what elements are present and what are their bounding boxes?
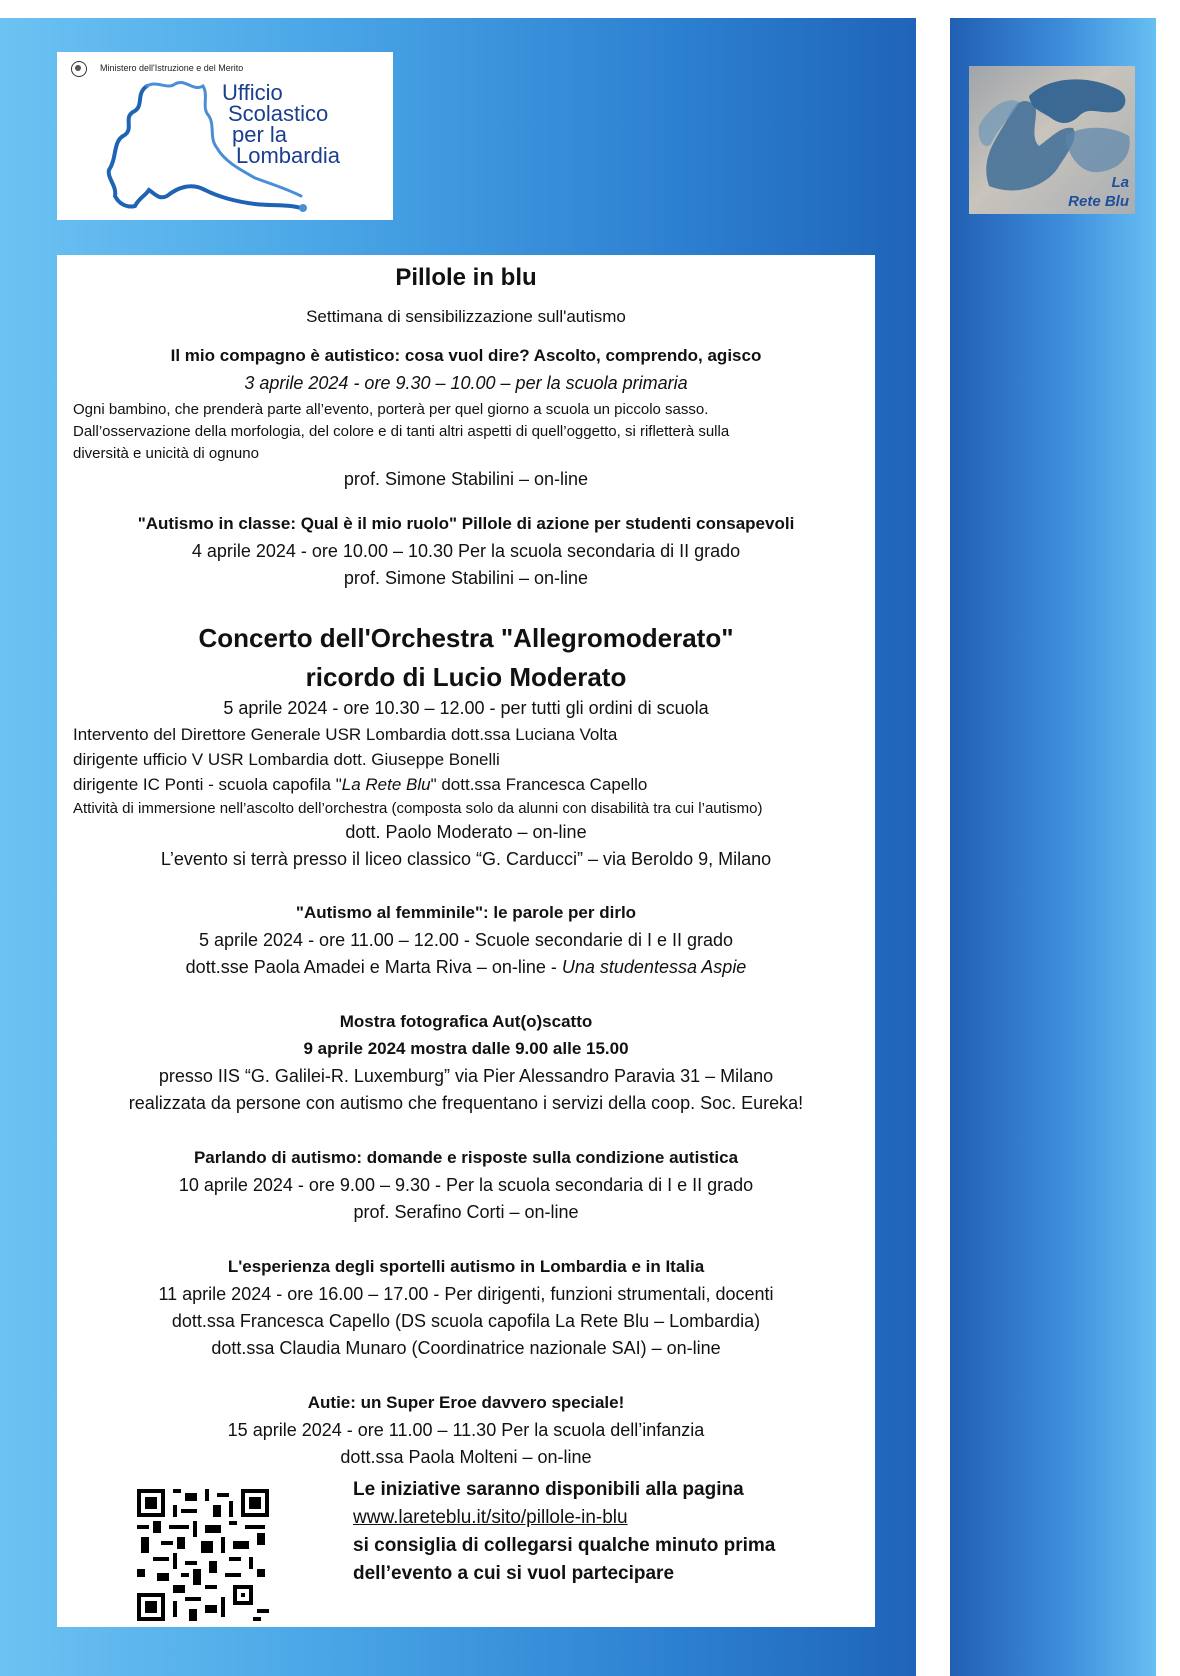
side-background-panel	[950, 18, 1156, 1676]
event-note: realizzata da persone con autismo che frequentano i servizi della coop. Soc. Eureka!	[128, 1093, 804, 1113]
event-speaker: dott.ssa Francesca Capello (DS scuola capofila La Rete Blu – Lombardia)	[171, 1311, 761, 1331]
event-speaker: dott.ssa Paola Molteni – on-line	[340, 1447, 592, 1467]
event-description-line: diversità e unicità di ognuno	[73, 445, 259, 462]
event-program-card	[57, 255, 875, 1627]
event-speaker: dott. Paolo Moderato – on-line	[345, 822, 587, 842]
footer-info-text: Le iniziative saranno disponibili alla pagina	[353, 1479, 744, 1500]
footer-info-text: si consiglia di collegarsi qualche minuto prima	[353, 1535, 776, 1556]
event-venue: presso IIS “G. Galilei-R. Luxemburg” via Pier Alessandro Paravia 31 – Milano	[158, 1066, 774, 1086]
event-date: 3 aprile 2024 - ore 9.30 – 10.00 – per la scuola primaria	[244, 373, 688, 393]
rete-blu-italic: La Rete Blu	[341, 775, 431, 794]
concert-detail-line	[73, 775, 647, 795]
concert-detail-line: Intervento del Direttore Generale USR Lombardia dott.ssa Luciana Volta	[73, 725, 618, 744]
event-title: L'esperienza degli sportelli autismo in Lombardia e in Italia	[227, 1257, 705, 1276]
pillole-in-blu-link[interactable]: www.lareteblu.it/sito/pillole-in-blu	[353, 1507, 628, 1528]
rete-blu-label	[1068, 173, 1129, 211]
page-subtitle: Settimana di sensibilizzazione sull'autismo	[306, 307, 626, 326]
event-speaker: prof. Simone Stabilini – on-line	[343, 568, 589, 588]
event-speaker: prof. Simone Stabilini – on-line	[343, 469, 589, 489]
event-description-line: Dall’osservazione della morfologia, del colore e di tanti altri aspetti di quell’oggetto, si rifletterà sulla	[73, 423, 730, 440]
event-date: 11 aprile 2024 - ore 16.00 – 17.00 - Per dirigenti, funzioni strumentali, docenti	[158, 1284, 774, 1304]
speaker-text: dott.sse Paola Amadei e Marta Riva – on-line -	[185, 957, 562, 977]
concert-title: Concerto dell'Orchestra "Allegromoderato"	[198, 623, 734, 653]
logo-title-line: Ufficio	[222, 80, 283, 105]
event-date: 9 aprile 2024 mostra dalle 9.00 alle 15.00	[303, 1039, 629, 1058]
event-venue: L’evento si terrà presso il liceo classico “G. Carducci” – via Beroldo 9, Milano	[160, 849, 772, 869]
concert-detail-text: dirigente IC Ponti - scuola capofila "	[73, 775, 342, 794]
logo-title	[222, 82, 340, 166]
event-title: Autie: un Super Eroe davvero speciale!	[307, 1393, 625, 1412]
event-date: 5 aprile 2024 - ore 10.30 – 12.00 - per tutti gli ordini di scuola	[223, 698, 709, 718]
photo-label-line: La	[1111, 174, 1129, 191]
event-title: "Autismo in classe: Qual è il mio ruolo" Pillole di azione per studenti consapevoli	[137, 514, 795, 533]
event-date: 5 aprile 2024 - ore 11.00 – 12.00 - Scuole secondarie di I e II grado	[198, 930, 733, 950]
concert-detail-line: dirigente ufficio V USR Lombardia dott. Giuseppe Bonelli	[73, 750, 500, 769]
event-description-line: Ogni bambino, che prenderà parte all’evento, porterà per quel giorno a scuola un piccolo sasso.	[73, 401, 709, 418]
footer-info-text: dell’evento a cui si vuol partecipare	[353, 1563, 675, 1584]
concert-subtitle: ricordo di Lucio Moderato	[305, 662, 627, 692]
event-date: 15 aprile 2024 - ore 11.00 – 11.30 Per la scuola dell’infanzia	[227, 1420, 705, 1440]
event-speaker: dott.ssa Claudia Munaro (Coordinatrice nazionale SAI) – on-line	[211, 1338, 721, 1358]
painted-hands-photo	[969, 66, 1135, 214]
concert-detail-text: " dott.ssa Francesca Capello	[430, 775, 648, 794]
event-title: Mostra fotografica Aut(o)scatto	[339, 1012, 593, 1031]
event-date: 4 aprile 2024 - ore 10.00 – 10.30 Per la scuola secondaria di II grado	[191, 541, 741, 561]
logo-title-line: per la	[232, 122, 288, 147]
event-title: Il mio compagno è autistico: cosa vuol dire? Ascolto, comprendo, agisco	[170, 346, 762, 365]
speaker-italic: Una studentessa Aspie	[561, 957, 747, 977]
concert-detail-line: Attività di immersione nell’ascolto dell’orchestra (composta solo da alunni con disabilità tra cui l’autismo)	[73, 800, 763, 817]
event-title: "Autismo al femminile": le parole per dirlo	[295, 903, 637, 922]
page-title: Pillole in blu	[395, 264, 537, 291]
republic-emblem-icon	[71, 61, 87, 77]
qr-code-icon	[137, 1489, 269, 1621]
photo-label-line: Rete Blu	[1068, 193, 1129, 210]
event-speaker	[57, 957, 875, 978]
event-date: 10 aprile 2024 - ore 9.00 – 9.30 - Per la scuola secondaria di I e II grado	[178, 1175, 754, 1195]
usr-lombardia-logo	[57, 52, 393, 220]
logo-ministry-text: Ministero dell'Istruzione e del Merito	[100, 63, 244, 73]
logo-title-line: Scolastico	[228, 101, 329, 126]
event-title: Parlando di autismo: domande e risposte sulla condizione autistica	[193, 1148, 739, 1167]
event-speaker: prof. Serafino Corti – on-line	[353, 1202, 579, 1222]
logo-title-line: Lombardia	[236, 143, 340, 168]
